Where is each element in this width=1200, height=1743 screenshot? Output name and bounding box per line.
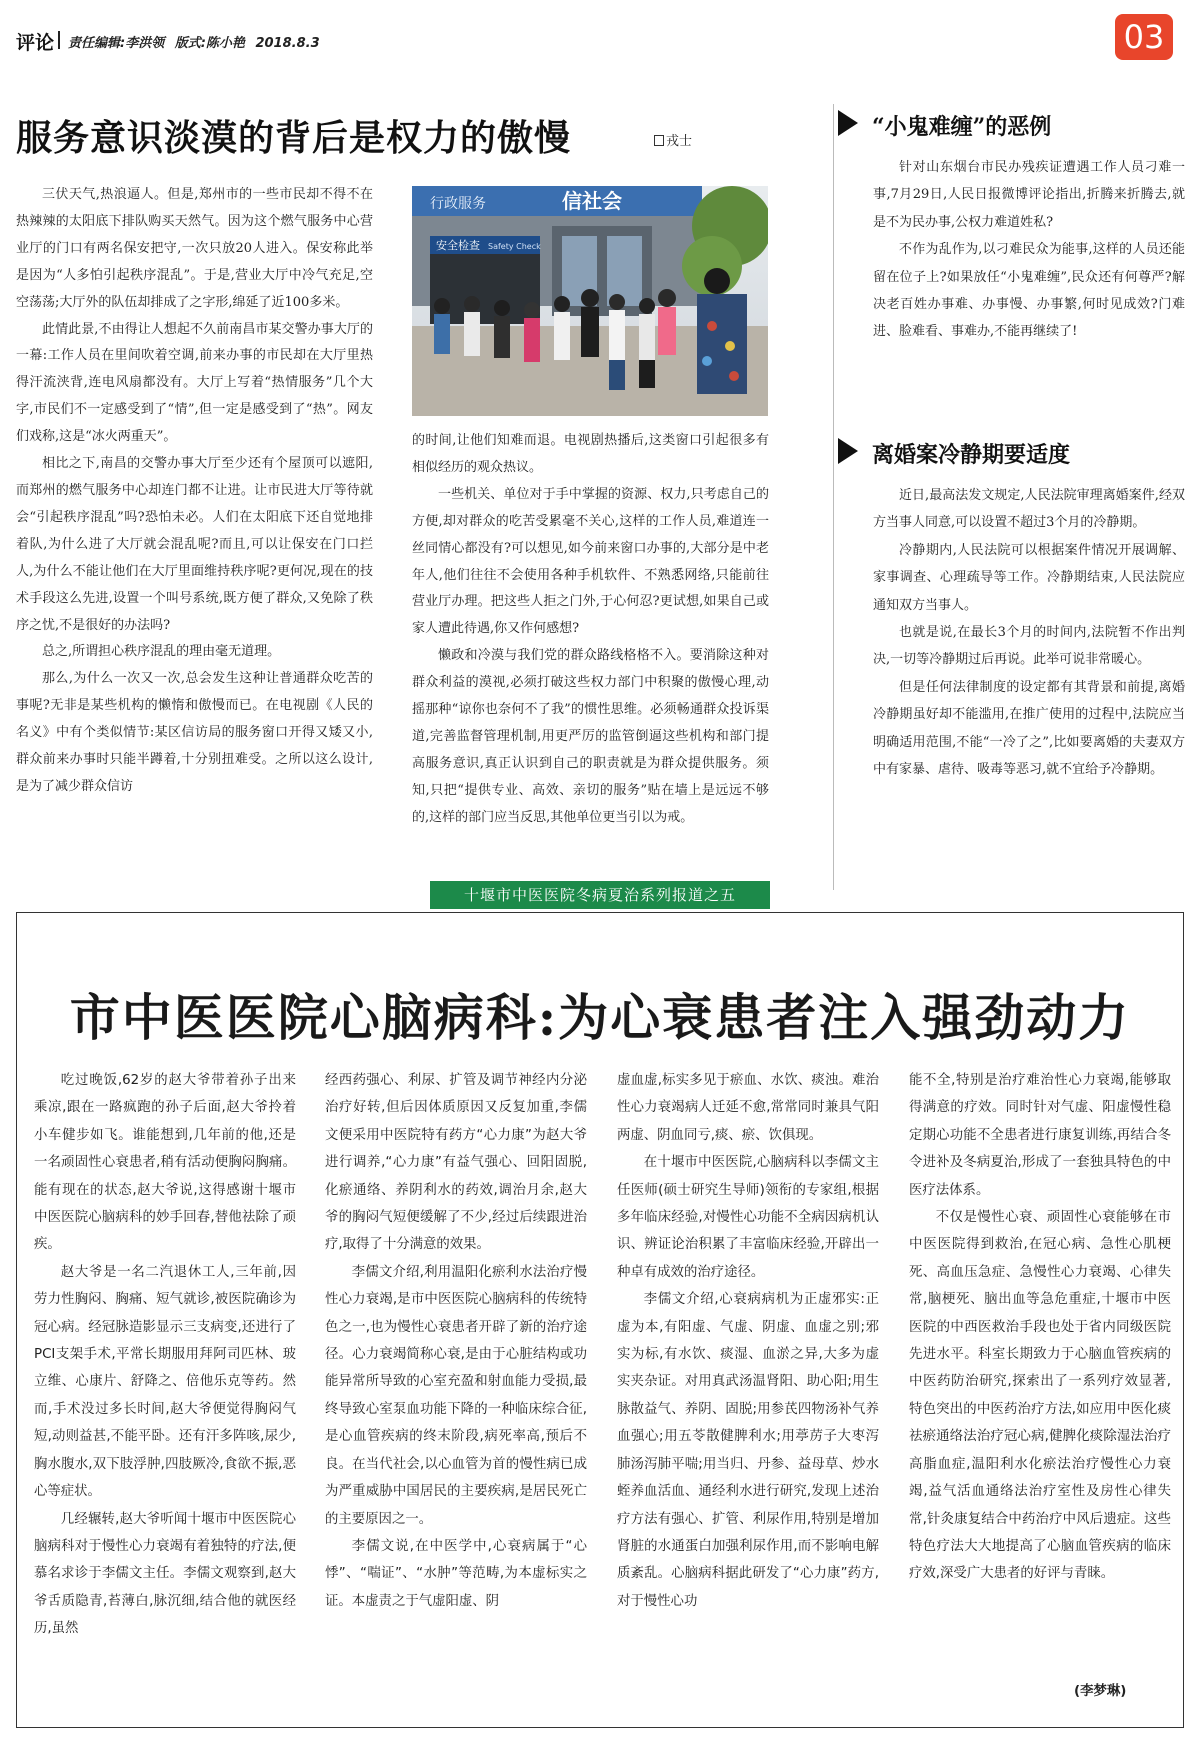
article1-paragraph: 此情此景,不由得让人想起不久前南昌市某交警办事大厅的一幕:工作人员在里间吹着空调,前来办事的市民却在大厅里热得汗流浃背,连电风扇都没有。大厅上写着“热情服务”几个大字,市民们不一定感受到了“情”,但一定是感受到了“热”。网友们戏称,这是“冰火两重天”。 [16, 321, 373, 445]
article2-paragraph: 赵大爷是一名二汽退休工人,三年前,因劳力性胸闷、胸痛、短气就诊,被医院确诊为冠心病。经冠脉造影显示三支病变,还进行了PCI支架手术,平常长期服用拜阿司匹林、玻立维、心康片、舒降之、倍他乐克等药。然而,手术没过多长时间,赵大爷便觉得胸闷气短,动则益甚,不能平卧。还有汗多阵咳,尿少,胸水腹水,双下肢浮肿,四肢厥冷,食欲不振,恶心等症状。 [34, 1264, 296, 1500]
article2-title: 市中医医院心脑病科:为心衰患者注入强劲动力 [69, 988, 1131, 1047]
article2-paragraph: 在十堰市中医医院,心脑病科以李儒文主任医师(硕士研究生导师)领衔的专家组,根据多年临床经验,对慢性心功能不全病因病机认识、辨证论治积累了丰富临床经验,开辟出一种卓有成效的治疗途径。 [617, 1155, 879, 1280]
masthead-info [68, 32, 326, 51]
article2-paragraph: 经西药强心、利尿、扩管及调节神经内分泌治疗好转,但后因体质原因又反复加重,李儒文便采用中医院特有药方“心力康”为赵大爷进行调养,“心力康”有益气强心、回阳固脱,化瘀通络、养阴利水的药效,调治月余,赵大爷的胸闷气短便缓解了不少,经过后续跟进治疗,取得了十分满意的效果。 [325, 1073, 587, 1253]
masthead [16, 28, 1184, 64]
sidebar-item2-title: 离婚案冷静期要适度 [872, 442, 1071, 468]
article2-column-1 [34, 1067, 296, 1707]
sidebar-item2-body [873, 482, 1185, 872]
article1-author [654, 130, 692, 149]
page-number: 03 [1115, 14, 1173, 60]
triangle-arrow-icon [838, 110, 858, 136]
article2-paragraph: 虚血虚,标实多见于瘀血、水饮、痰浊。难治性心力衰竭病人迁延不愈,常常同时兼具气阳两虚、阴血同亏,痰、瘀、饮俱现。 [617, 1073, 879, 1143]
section-name: 评论 [16, 32, 55, 54]
sidebar-paragraph: 不作为乱作为,以刁难民众为能事,这样的人员还能留在位子上?如果放任“小鬼难缠”,民众还有何尊严?解决老百姓办事难、办事慢、办事繁,何时见成效?门难进、脸难看、事难办,不能再继续了! [873, 242, 1185, 340]
author-box-icon [654, 135, 664, 146]
photo-security-sign-en: Safety Check [488, 242, 541, 251]
article2-paragraph: 吃过晚饭,62岁的赵大爷带着孙子出来乘凉,跟在一路疯跑的孙子后面,赵大爷拎着小车健步如飞。谁能想到,几年前的他,还是一名顽固性心衰患者,稍有活动便胸闷胸痛。能有现在的状态,赵大爷说,这得感谢十堰市中医医院心脑病科的妙手回春,替他祛除了顽疾。 [34, 1073, 296, 1253]
article1-column-1 [16, 182, 373, 888]
article1-paragraph: 总之,所谓担心秩序混乱的理由毫无道理。 [42, 644, 281, 660]
column-divider [833, 104, 834, 890]
article2-column-2 [325, 1067, 587, 1707]
sidebar-paragraph: 冷静期内,人民法院可以根据案件情况开展调解、家事调查、心理疏导等工作。冷静期结束,人民法院应通知双方当事人。 [873, 542, 1185, 613]
queue-photo-illustration [412, 186, 768, 416]
photo-security-sign: 安全检查 [436, 239, 480, 252]
sidebar-paragraph: 近日,最高法发文规定,人民法院审理离婚案件,经双方当事人同意,可以设置不超过3个月的冷静期。 [873, 488, 1185, 531]
article1-author-name: 戎士 [666, 134, 693, 149]
sidebar-paragraph: 也就是说,在最长3个月的时间内,法院暂不作出判决,一切等冷静期过后再说。此举可说非常暖心。 [873, 625, 1185, 668]
article1-paragraph: 一些机关、单位对于手中掌握的资源、权力,只考虑自己的方便,却对群众的吃苦受累毫不关心,这样的工作人员,难道连一丝同情心都没有?可以想见,如今前来窗口办事的,大部分是中老年人,他们往往不会使用各种手机软件、不熟悉网络,只能前往营业厅办理。把这些人拒之门外,于心何忍?更试想,如果自己或家人遭此待遇,你又作何感想? [412, 486, 769, 637]
article1-paragraph: 三伏天气,热浪逼人。但是,郑州市的一些市民却不得不在热辣辣的太阳底下排队购买天然气。因为这个燃气服务中心营业厅的门口有两名保安把守,一次只放20人进入。保安称此举是因为“人多怕引起秩序混乱”。于是,营业大厅中冷气充足,空空荡荡;大厅外的队伍却排成了之字形,绵延了近100多米。 [16, 187, 373, 310]
article2-paragraph: 几经辗转,赵大爷听闻十堰市中医医院心脑病科对于慢性心力衰竭有着独特的疗法,便慕名求诊于李儒文主任。李儒文观察到,赵大爷舌质隐青,苔薄白,脉沉细,结合他的就医经历,虽然 [34, 1511, 296, 1637]
sidebar-paragraph: 但是任何法律制度的设定都有其背景和前提,离婚冷静期虽好却不能滥用,在推广使用的过程中,法院应当明确适用范围,不能“一冷了之”,比如要离婚的夫妻双方中有家暴、虐待、吸毒等恶习,就不宜给予冷静期。 [873, 679, 1185, 778]
sidebar-item1-title: “小鬼难缠”的恶例 [872, 114, 1052, 140]
article1-column-2 [412, 428, 769, 888]
layout-credit: 版式:陈小艳 [174, 36, 245, 51]
editor-credit: 责任编辑:李洪领 [68, 36, 165, 51]
article1-paragraph: 懒政和冷漠与我们党的群众路线格格不入。要消除这种对群众利益的漠视,必须打破这些权力部门中积聚的傲慢心理,动摇那种“谅你也奈何不了我”的惯性思维。必须畅通群众投诉渠道,完善监督管理机制,用更严厉的监管倒逼这些机构和部门提高服务意识,真正认识到自己的职责就是为群众提供服务。须知,只把“提供专业、高效、亲切的服务”贴在墙上是远远不够的,这样的部门应当反思,其他单位更当引以为戒。 [412, 648, 769, 825]
photo-sign-right: 信社会 [562, 189, 622, 213]
article2-column-3 [617, 1067, 879, 1707]
article1-paragraph: 那么,为什么一次又一次,总会发生这种让普通群众吃苦的事呢?无非是某些机构的懒惰和傲慢而已。在电视剧《人民的名义》中有个类似情节:某区信访局的服务窗口开得又矮又小,群众前来办事时只能半蹲着,十分别扭难受。之所以这么设计,是为了减少群众信访 [16, 671, 373, 794]
article2-byline: (李梦琳) [1074, 1684, 1127, 1699]
masthead-divider [58, 31, 60, 49]
sidebar-paragraph: 针对山东烟台市民办残疾证遭遇工作人员刁难一事,7月29日,人民日报微博评论指出,折腾来折腾去,就是不为民办事,公权力难道姓私? [873, 160, 1185, 230]
article1-paragraph: 相比之下,南昌的交警办事大厅至少还有个屋顶可以遮阳,而郑州的燃气服务中心却连门都不让进。让市民进大厅等待就会“引起秩序混乱”吗?恐怕未必。人们在太阳底下还自觉地排着队,为什么进了大厅就会混乱呢?而且,可以让保安在门口拦人,为什么不能让他们在大厅里面维持秩序呢?更何况,现在的技术手段这么先进,设置一个叫号系统,既方便了群众,又免除了秩序之忧,不是很好的办法吗? [16, 456, 373, 633]
article2-paragraph: 李儒文说,在中医学中,心衰病属于“心悸”、“喘证”、“水肿”等范畴,为本虚标实之证。本虚责之于气虚阳虚、阴 [325, 1538, 587, 1609]
series-banner: 十堰市中医医院冬病夏治系列报道之五 [430, 881, 770, 909]
article2-paragraph: 李儒文介绍,利用温阳化瘀利水法治疗慢性心力衰竭,是市中医医院心脑病科的传统特色之一,也为慢性心衰患者开辟了新的治疗途径。心力衰竭简称心衰,是由于心脏结构或功能异常所导致的心室充盈和射血能力受损,最终导致心室泵血功能下降的一种临床综合征,是心血管疾病的终末阶段,病死率高,预后不良。在当代社会,以心血管为首的慢性病已成为严重威胁中国居民的主要疾病,是居民死亡的主要原因之一。 [325, 1264, 587, 1527]
article1-paragraph: 的时间,让他们知难而退。电视剧热播后,这类窗口引起很多有相似经历的观众热议。 [412, 433, 769, 475]
article2-paragraph: 能不全,特别是治疗难治性心力衰竭,能够取得满意的疗效。同时针对气虚、阳虚慢性稳定期心功能不全患者进行康复训练,再结合冬令进补及冬病夏治,形成了一套独具特色的中医疗法体系。 [909, 1073, 1171, 1198]
triangle-arrow-icon [838, 438, 858, 464]
article2-paragraph: 李儒文介绍,心衰病病机为正虚邪实:正虚为本,有阳虚、气虚、阴虚、血虚之别;邪实为标,有水饮、痰湿、血淤之异,大多为虚实夹杂证。对用真武汤温肾阳、助心阳;用生脉散益气、养阴、固脱;用参芪四物汤补气养血强心;用五苓散健脾利水;用葶苈子大枣泻肺汤泻肺平喘;用当归、丹参、益母草、炒水蛭养血活血、通经利水进行研究,发现上述治疗方法有强心、扩管、利尿作用,特别是增加肾脏的水通蛋白加强利尿作用,而不影响电解质紊乱。心脑病科据此研发了“心力康”药方,对于慢性心功 [617, 1292, 879, 1609]
news-photo [412, 186, 768, 416]
article2-column-4 [909, 1067, 1171, 1667]
sidebar-item1-body [873, 154, 1185, 404]
issue-date: 2018.8.3 [255, 36, 320, 51]
article2-paragraph: 不仅是慢性心衰、顽固性心衰能够在市中医医院得到救治,在冠心病、急性心肌梗死、高血压急症、急慢性心力衰竭、心律失常,脑梗死、脑出血等急危重症,十堰市中医医院的中西医救治手段也处于省内同级医院先进水平。科室长期致力于心脑血管疾病的中医药防治研究,探索出了一系列疗效显著,特色突出的中医药治疗方法,如应用中医化痰祛瘀通络法治疗冠心病,健脾化痰除湿法治疗高脂血症,温阳利水化瘀法治疗慢性心力衰竭,益气活血通络法治疗室性及房性心律失常,针灸康复结合中药治疗中风后遗症。这些特色疗法大大地提高了心脑血管疾病的临床疗效,深受广大患者的好评与青睐。 [909, 1210, 1171, 1582]
photo-sign-top: 行政服务 [430, 196, 486, 212]
article1-title: 服务意识淡漠的背后是权力的傲慢 [16, 117, 572, 159]
